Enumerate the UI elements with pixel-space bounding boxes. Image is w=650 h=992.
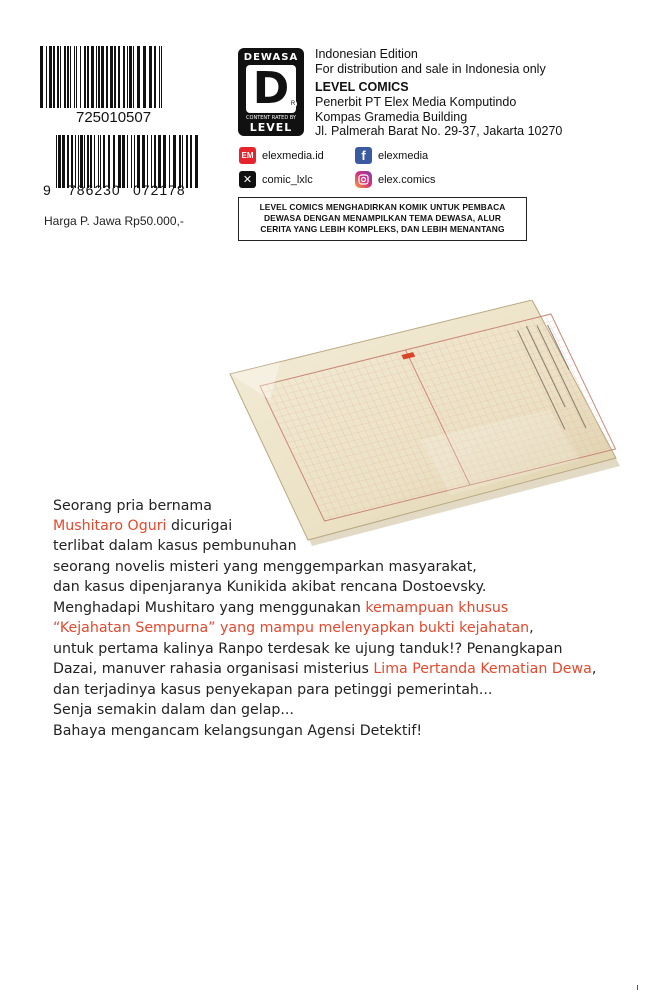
social-facebook-label: elexmedia <box>378 149 429 162</box>
barcode-isbn <box>56 135 201 188</box>
registered-mark: R <box>290 101 296 107</box>
synopsis-line-2-text: dicurigai <box>166 518 233 534</box>
em-logo-icon: EM <box>239 147 256 164</box>
notice-line-1: LEVEL COMICS MENGHADIRKAN KOMIK UNTUK PEMBACA <box>259 202 506 212</box>
synopsis-line-9-text: Dazai, manuver rahasia organisasi misterius <box>53 661 374 677</box>
price-label: Harga P. Jawa Rp50.000,- <box>44 214 184 228</box>
social-web-label: elexmedia.id <box>262 149 324 162</box>
synopsis-line-4: seorang novelis misteri yang menggemparkan masyarakat, <box>53 559 477 575</box>
synopsis-line-3: terlibat dalam kasus pembunuhan <box>53 538 297 554</box>
social-instagram <box>355 171 435 188</box>
publisher-address: Jl. Palmerah Barat No. 29-37, Jakarta 10270 <box>315 124 563 138</box>
barcode-bar <box>198 135 201 188</box>
barcode-top-number: 725010507 <box>76 109 152 126</box>
isbn-digit-group-1: 786230 <box>68 182 121 198</box>
rating-badge <box>238 48 304 136</box>
rating-badge-letter: D <box>252 63 290 114</box>
notice-line-2: DEWASA DENGAN MENAMPILKAN TEMA DEWASA, ALUR <box>264 213 501 223</box>
social-x <box>239 171 313 188</box>
synopsis-highlight-crime: “Kejahatan Sempurna” yang mampu melenyapkan bukti kejahatan <box>53 620 530 636</box>
instagram-icon <box>355 171 372 188</box>
social-facebook <box>355 147 428 164</box>
synopsis-line-12: Bahaya mengancam kelangsungan Agensi Detektif! <box>53 723 423 739</box>
synopsis-highlight-org: Lima Pertanda Kematian Dewa <box>373 661 592 677</box>
synopsis-line-2 <box>53 516 232 537</box>
synopsis-line-6 <box>53 598 508 619</box>
barcode-bar <box>162 46 164 108</box>
x-icon: ✕ <box>239 171 256 188</box>
content-notice <box>238 197 527 241</box>
synopsis-line-5: dan kasus dipenjaranya Kunikida akibat rencana Dostoevsky. <box>53 579 487 595</box>
social-web <box>239 147 324 164</box>
rating-badge-caption: CONTENT RATED BY <box>246 115 296 121</box>
distribution-line: For distribution and sale in Indonesia only <box>315 62 546 76</box>
notice-line-3: CERITA YANG LEBIH KOMPLEKS, DAN LEBIH MENANTANG <box>260 224 505 234</box>
isbn-digit-prefix: 9 <box>43 182 51 198</box>
barcode-top <box>40 46 164 108</box>
publisher-building: Kompas Gramedia Building <box>315 110 468 124</box>
rating-badge-brand: LEVEL <box>249 121 293 134</box>
synopsis-line-10: dan terjadinya kasus penyekapan para petinggi pemerintah... <box>53 682 493 698</box>
synopsis-highlight-ability: kemampuan khusus <box>365 600 509 616</box>
isbn-digit-group-2: 072178 <box>133 182 186 198</box>
synopsis-line-1: Seorang pria bernama <box>53 498 212 514</box>
synopsis-line-11: Senja semakin dalam dan gelap... <box>53 702 294 718</box>
facebook-icon: f <box>355 147 372 164</box>
synopsis-line-9 <box>53 659 596 680</box>
social-instagram-label: elex.comics <box>378 173 436 186</box>
publisher-name: Penerbit PT Elex Media Komputindo <box>315 95 517 109</box>
synopsis-line-6-text: Menghadapi Mushitaro yang menggunakan <box>53 600 366 616</box>
imprint-name: LEVEL COMICS <box>315 80 409 94</box>
synopsis-highlight-name: Mushitaro Oguri <box>53 518 167 534</box>
synopsis-line-8: untuk pertama kalinya Ranpo terdesak ke ujung tanduk!? Penangkapan <box>53 641 563 657</box>
synopsis-line-7-text: , <box>529 620 534 636</box>
edition-line: Indonesian Edition <box>315 47 418 61</box>
rating-badge-top: DEWASA <box>243 52 299 63</box>
manuscript-paper-illustration <box>220 300 630 550</box>
corner-tick-mark <box>637 985 638 990</box>
social-x-label: comic_lxlc <box>262 173 313 186</box>
synopsis-line-7 <box>53 618 534 639</box>
synopsis-line-9-end: , <box>591 661 597 677</box>
